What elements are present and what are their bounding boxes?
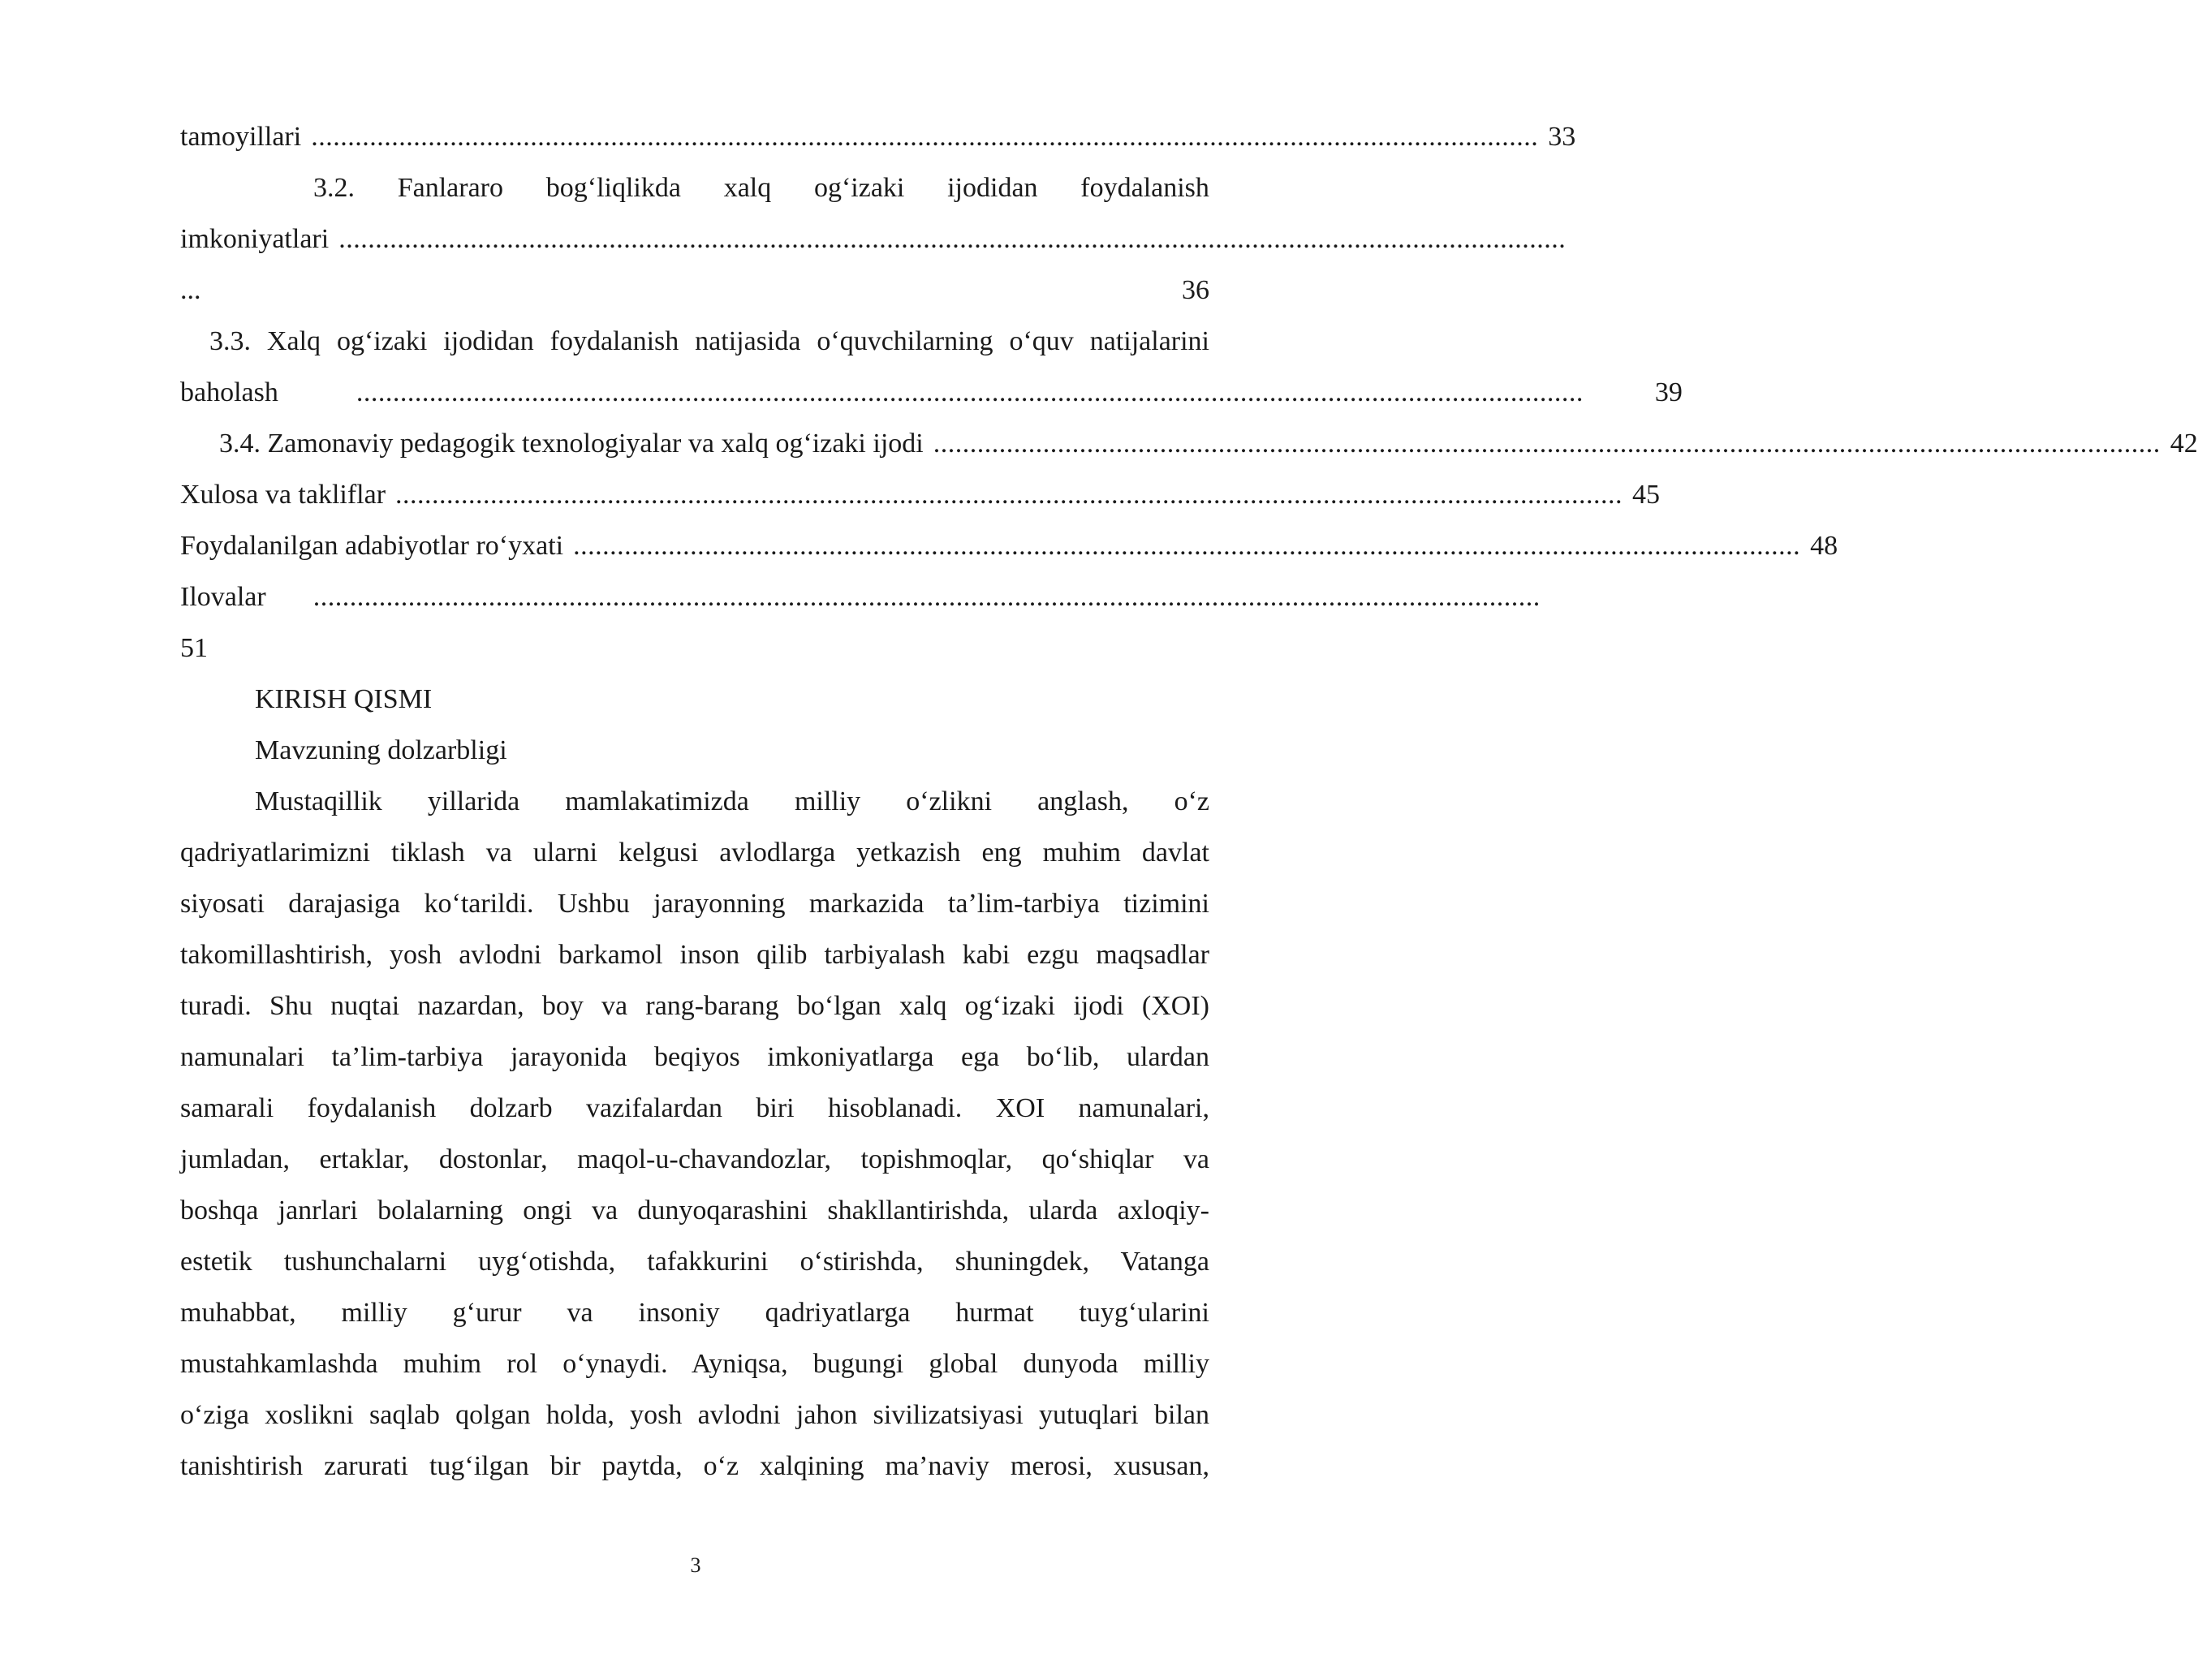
toc-page-number: 33 xyxy=(1548,122,1576,152)
toc-entry-text: baholash xyxy=(180,377,278,407)
toc-leader-dots: ........................................................................................................................................................................ xyxy=(312,582,1541,612)
paragraph-line: jumladan, ertaklar, dostonlar, maqol-u-chavandozlar, topishmoqlar, qo‘shiqlar va xyxy=(180,1144,1209,1174)
toc-word: xalq xyxy=(723,173,772,203)
toc-entry-text: 3.4. Zamonaviy pedagogik texnologiyalar va xalq og‘izaki ijodi xyxy=(219,429,924,459)
page-number: 3 xyxy=(690,1553,701,1577)
paragraph-line: Mustaqillik yillarida mamlakatimizda milliy o‘zlikni anglash, o‘z xyxy=(255,786,1209,816)
toc-entry-appendix xyxy=(180,571,1541,622)
toc-page-number: 45 xyxy=(1632,480,1661,510)
paragraph-line: o‘ziga xoslikni saqlab qolgan holda, yosh avlodni jahon sivilizatsiyasi yutuqlari bilan xyxy=(180,1400,1209,1430)
toc-page-number: 51 xyxy=(180,633,208,663)
paragraph-line: tanishtirish zarurati tug‘ilgan bir paytda, o‘z xalqining ma’naviy merosi, xususan, xyxy=(180,1451,1209,1481)
subsection-title: Mavzuning dolzarbligi xyxy=(255,735,507,765)
toc-leader-dots: ........................................................................................................................................................................ xyxy=(356,377,1584,407)
toc-entry-3-1-tail xyxy=(180,111,1576,162)
paragraph-line: samarali foydalanish dolzarb vazifalardan biri hisoblanadi. XOI namunalari, xyxy=(180,1093,1209,1123)
toc-entry-3-3-line2 xyxy=(180,367,1683,418)
toc-word: ijodidan xyxy=(947,173,1038,203)
paragraph-line: turadi. Shu nuqtai nazardan, boy va rang-barang bo‘lgan xalq og‘izaki ijodi (XOI) xyxy=(180,991,1209,1021)
toc-leader-dots: ........................................................................................................................................................................ xyxy=(573,531,1801,561)
toc-entry-number: 3.2. xyxy=(313,173,355,203)
toc-entry-3-4 xyxy=(219,418,2198,469)
paragraph-line: boshqa janrlari bolalarning ongi va dunyoqarashini shakllantirishda, ularda axloqiy- xyxy=(180,1195,1209,1226)
toc-leader-dots: ........................................................................................................................................................................ xyxy=(395,480,1623,510)
toc-entry-3-2-line2 xyxy=(180,213,1567,265)
toc-word: og‘izaki xyxy=(813,173,905,203)
paragraph-line: siyosati darajasiga ko‘tarildi. Ushbu jarayonning markazida ta’lim-tarbiya tizimini xyxy=(180,889,1209,919)
toc-leader-dots: ........................................................................................................................................................................ xyxy=(338,224,1567,254)
toc-entry-references xyxy=(180,520,1838,571)
paragraph-line: takomillashtirish, yosh avlodni barkamol inson qilib tarbiyalash kabi ezgu maqsadlar xyxy=(180,940,1209,970)
toc-page-number: 42 xyxy=(2170,429,2198,459)
toc-leader-dots: ... xyxy=(180,275,201,305)
toc-entry-3-2-line3 xyxy=(180,265,1209,316)
paragraph-line: namunalari ta’lim-tarbiya jarayonida beqiyos imkoniyatlarga ega bo‘lib, ulardan xyxy=(180,1042,1209,1072)
toc-page-number: 39 xyxy=(1654,377,1683,407)
toc-leader-dots: ........................................................................................................................................................................ xyxy=(933,429,2161,459)
toc-leader-dots: ........................................................................................................................................................................ xyxy=(311,122,1539,152)
toc-page-number: 36 xyxy=(1182,275,1209,305)
toc-entry-text: imkoniyatlari xyxy=(180,224,330,254)
toc-entry-3-2-line1 xyxy=(313,162,1209,213)
toc-entry-text: Xulosa va takliflar xyxy=(180,480,386,510)
toc-entry-text: Foydalanilgan adabiyotlar ro‘yxati xyxy=(180,531,564,561)
toc-page-number: 48 xyxy=(1810,531,1838,561)
toc-word: Fanlararo xyxy=(397,173,504,203)
paragraph-line: muhabbat, milliy g‘urur va insoniy qadriyatlarga hurmat tuyg‘ularini xyxy=(180,1298,1209,1328)
toc-entry-conclusion xyxy=(180,469,1661,520)
toc-entry-3-3-line1: 3.3. Xalq og‘izaki ijodidan foydalanish natijasida o‘quvchilarning o‘quv natijalarini xyxy=(209,326,1209,356)
paragraph-line: qadriyatlarimizni tiklash va ularni kelgusi avlodlarga yetkazish eng muhim davlat xyxy=(180,838,1209,868)
toc-entry-text: Ilovalar xyxy=(180,582,266,612)
toc-word: bog‘liqlikda xyxy=(545,173,681,203)
toc-word: foydalanish xyxy=(1080,173,1209,203)
paragraph-line: estetik tushunchalarni uyg‘otishda, tafakkurini o‘stirishda, shuningdek, Vatanga xyxy=(180,1247,1209,1277)
section-title: KIRISH QISMI xyxy=(255,684,433,714)
toc-entry-text: tamoyillari xyxy=(180,122,302,152)
paragraph-line: mustahkamlashda muhim rol o‘ynaydi. Ayniqsa, bugungi global dunyoda milliy xyxy=(180,1349,1209,1379)
